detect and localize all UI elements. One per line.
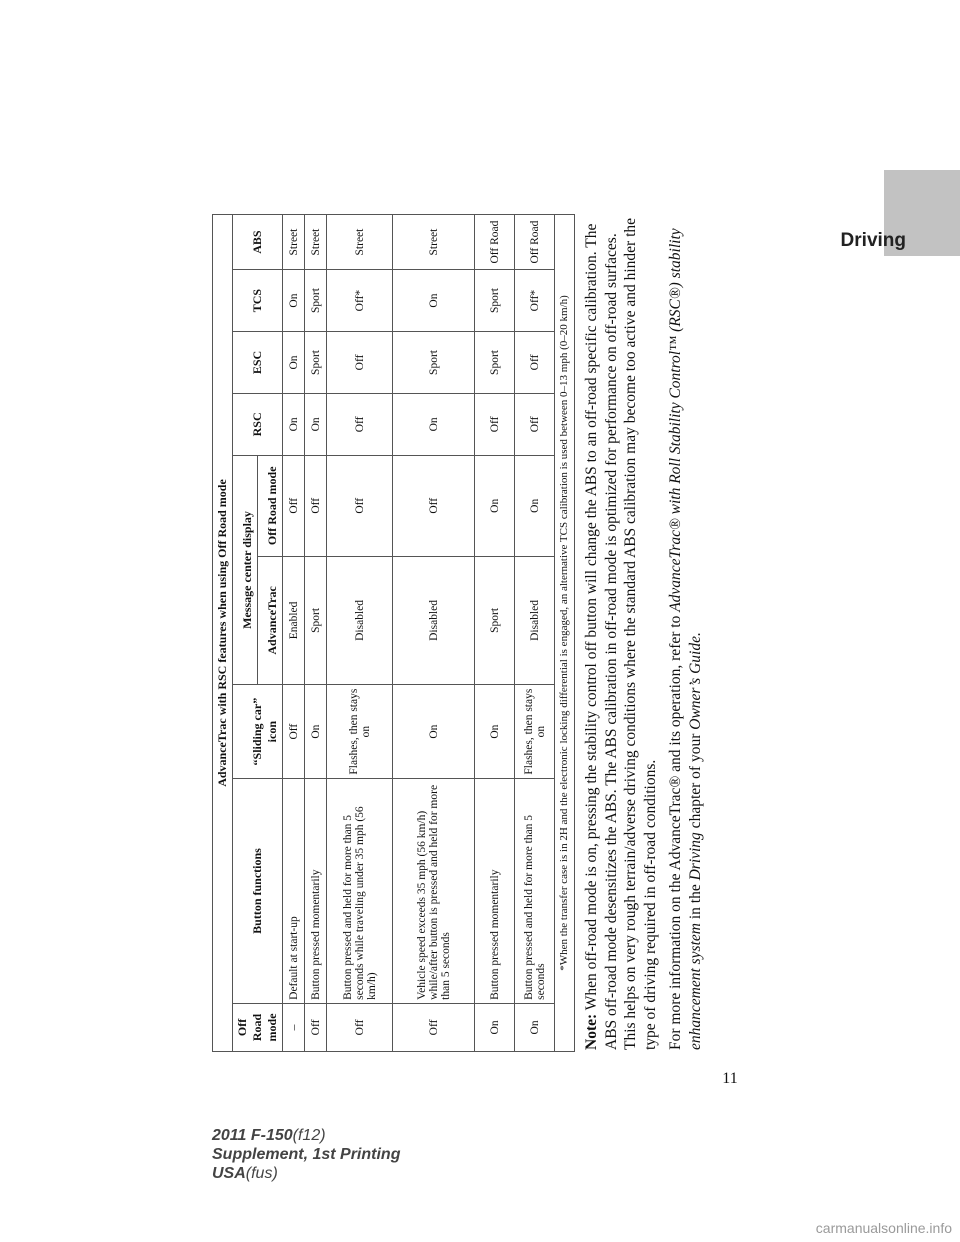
cell-mode: Off — [305, 1003, 327, 1051]
cell-mode: Off — [327, 1003, 393, 1051]
cell-mode: On — [515, 1003, 555, 1051]
reference-owners-guide: Owner’s Guide. — [686, 632, 704, 730]
cell-mode: On — [475, 1003, 515, 1051]
cell-advancetrac: Sport — [305, 556, 327, 684]
cell-advancetrac: Disabled — [515, 556, 555, 684]
cell-tcs: Off* — [327, 270, 393, 332]
cell-esc: Off — [327, 332, 393, 394]
table-row — [327, 215, 393, 1052]
cell-abs: Street — [283, 215, 305, 270]
cell-icon: Flashes, then stays on — [515, 685, 555, 779]
cell-off-road: On — [475, 455, 515, 556]
note-lead: Note: — [583, 1013, 600, 1050]
header-off-road-mode-sub: Off Road mode — [258, 455, 283, 556]
cell-tcs: On — [283, 270, 305, 332]
cell-off-road: Off — [283, 455, 305, 556]
footer-model-code: (f12) — [292, 1127, 326, 1144]
more-info-text-2: in the — [686, 880, 704, 924]
header-abs: ABS — [233, 215, 283, 270]
table-title: AdvanceTrac with RSC features when using Off Road mode — [213, 215, 233, 1052]
cell-rsc: Off — [475, 393, 515, 455]
header-message-center-display: Message center display — [233, 455, 258, 684]
cell-tcs: Sport — [475, 270, 515, 332]
note-paragraph — [582, 214, 660, 1050]
cell-abs: Street — [393, 215, 475, 270]
cell-function: Vehicle speed exceeds 35 mph (56 km/h) while/after button is pressed and held for more than 5 seconds — [393, 779, 475, 1004]
cell-function: Button pressed and held for more than 5 seconds while traveling under 35 mph (56 km/h) — [327, 779, 393, 1004]
footer-market-code: (fus) — [245, 1165, 278, 1182]
cell-rsc: On — [393, 393, 475, 455]
page-number: 11 — [722, 1070, 738, 1087]
note-text: When off-road mode is on, pressing the stability control off button will change the ABS to an off-road specific calibration. The ABS off-road mode desensitizes the ABS. The ABS calibration in off-road mode is optimized for performance on off-road surfaces. This helps on very rough terrain/adverse driving conditions where the standard ABS calibration may become too active and hinder the type of driving required in off-road conditions. — [583, 217, 659, 1050]
cell-function: Button pressed and held for more than 5 seconds — [515, 779, 555, 1004]
cell-esc: Off — [515, 332, 555, 394]
cell-icon: On — [393, 685, 475, 779]
cell-esc: Sport — [305, 332, 327, 394]
header-off-road-mode: Off Road mode — [233, 1003, 283, 1051]
cell-abs: Off Road — [475, 215, 515, 270]
footer-line-1 — [212, 1126, 400, 1145]
cell-icon: On — [305, 685, 327, 779]
header-button-functions: Button functions — [233, 779, 283, 1004]
reference-driving-chapter: Driving — [686, 832, 704, 881]
document-footer — [212, 1126, 400, 1183]
header-sliding-car-icon: “Sliding car” icon — [233, 685, 283, 779]
cell-mode: Off — [393, 1003, 475, 1051]
body-text — [582, 214, 705, 1052]
cell-tcs: Off* — [515, 270, 555, 332]
table-row — [283, 215, 305, 1052]
rotated-content — [212, 214, 732, 1052]
cell-off-road: Off — [327, 455, 393, 556]
footer-market: USA — [212, 1165, 246, 1182]
cell-off-road: On — [515, 455, 555, 556]
header-advancetrac: AdvanceTrac — [258, 556, 283, 684]
cell-icon: On — [475, 685, 515, 779]
footer-model: 2011 F-150 — [212, 1127, 293, 1144]
cell-esc: Sport — [475, 332, 515, 394]
cell-rsc: Off — [515, 393, 555, 455]
header-rsc: RSC — [233, 393, 283, 455]
cell-icon: Off — [283, 685, 305, 779]
cell-abs: Street — [305, 215, 327, 270]
cell-rsc: On — [305, 393, 327, 455]
cell-advancetrac: Disabled — [393, 556, 475, 684]
cell-function: Button pressed momentarily — [475, 779, 515, 1004]
more-info-paragraph — [666, 214, 705, 1050]
table-row — [393, 215, 475, 1052]
reference-advancetrac-section: AdvanceTrac® with Roll Stability Control™ (RSC®) stability enhancement system — [667, 228, 704, 1050]
cell-rsc: Off — [327, 393, 393, 455]
header-esc: ESC — [233, 332, 283, 394]
table-row — [515, 215, 555, 1052]
cell-function: Default at start-up — [283, 779, 305, 1004]
cell-advancetrac: Enabled — [283, 556, 305, 684]
cell-advancetrac: Sport — [475, 556, 515, 684]
watermark: carmanualsonline.info — [815, 1220, 952, 1236]
footer-line-3 — [212, 1164, 400, 1183]
more-info-text-1: For more information on the AdvanceTrac® and its operation, refer to — [667, 611, 684, 1050]
cell-tcs: Sport — [305, 270, 327, 332]
more-info-text-3: chapter of your — [686, 729, 704, 833]
table-row — [475, 215, 515, 1052]
cell-off-road: Off — [393, 455, 475, 556]
footer-line-2: Supplement, 1st Printing — [212, 1146, 401, 1163]
cell-rsc: On — [283, 393, 305, 455]
cell-tcs: On — [393, 270, 475, 332]
table-footnote: *When the transfer case is in 2H and the electronic locking differential is engaged, an alternative TCS calibration is used between 0–13 mph (0–20 km/h) — [555, 215, 575, 1052]
cell-function: Button pressed momentarily — [305, 779, 327, 1004]
cell-advancetrac: Disabled — [327, 556, 393, 684]
table-row — [305, 215, 327, 1052]
cell-icon: Flashes, then stays on — [327, 685, 393, 779]
cell-abs: Off Road — [515, 215, 555, 270]
cell-esc: Sport — [393, 332, 475, 394]
header-tcs: TCS — [233, 270, 283, 332]
cell-off-road: Off — [305, 455, 327, 556]
cell-mode: – — [283, 1003, 305, 1051]
section-title: Driving — [840, 230, 906, 251]
rsc-features-table — [212, 214, 575, 1052]
cell-esc: On — [283, 332, 305, 394]
cell-abs: Street — [327, 215, 393, 270]
